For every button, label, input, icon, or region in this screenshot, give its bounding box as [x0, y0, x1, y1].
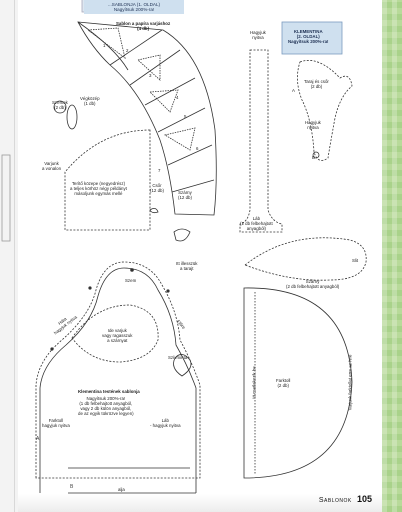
label-varjunk-farktollat: Varjunk farktollat erre az ívre — [347, 354, 353, 411]
label-szarny-small: Szárny (12 db) — [178, 190, 192, 200]
label-vegkozep: Végközép (1 db) — [80, 96, 100, 106]
footer-section: Sablonok — [318, 497, 352, 504]
label-terito: Terítő közepe (negyedrész) a teljes körhöz négy példányt másoljunk egymás mellé — [70, 181, 127, 196]
label-klementina: KLEMENTINA (2. OLDAL) Nagyítsuk 200%-ra! — [288, 29, 329, 44]
crest-shape — [297, 60, 352, 160]
page-footer — [319, 494, 372, 504]
label-szivminta: Szívminta — [168, 355, 188, 360]
label-test-body: Nagyítsuk 200%-ra! (1 db felbehajtott anyagból, vagy 2 db külön anyagból, de az egyik tükrözve legyen) — [78, 396, 134, 416]
label-b: B — [312, 155, 315, 160]
label-hagyjuk-2: Hagyjuk nyitva — [305, 120, 321, 130]
label-num-7: 7 — [158, 168, 161, 173]
label-varjuk-vonalon: Varjunk a vonalon — [42, 161, 62, 171]
label-elore: Előre — [175, 318, 187, 331]
label-num-3: 3 — [149, 73, 152, 78]
label-itt-csatlakozik: Itt csatlakozik be — [251, 366, 257, 399]
label-num-6: 6 — [196, 146, 199, 151]
label-szemek: Szemek (2 db) — [52, 100, 68, 110]
label-alja: alja — [118, 487, 125, 492]
svg-text:B: B — [70, 484, 74, 490]
label-ill-taraj: Itt illesszük a tarajt — [176, 261, 198, 271]
gutter-frame — [2, 155, 10, 241]
label-ide-varjuk: Ide varjuk vagy ragasszuk a szárnyat — [102, 328, 133, 343]
label-hata: Háta hagyjuk nyitva — [52, 314, 78, 336]
label-sablon: Sablon a papíra varjáshoz (4 db) — [116, 21, 171, 31]
leg-strip — [240, 50, 282, 232]
label-num-4: 4 — [176, 95, 179, 100]
vegkozep-pattern — [67, 105, 77, 129]
label-slit: Slit — [352, 258, 359, 263]
label-szarny-big: Szárny (2 db felbehajtott anyagból) — [286, 279, 340, 289]
big-wing — [245, 238, 366, 280]
tail-halfcircle — [244, 288, 352, 478]
label-taraj: Taraj és csőr (2 db) — [304, 79, 329, 89]
label-lab-bottom: Láb - hagyjuk nyitva — [150, 418, 181, 428]
label-farktoll-right: Farktoll (2 db) — [276, 378, 291, 388]
label-num-1: 1 — [103, 43, 106, 48]
page-number: 105 — [356, 494, 372, 504]
label-num-5: 5 — [184, 114, 187, 119]
top-header-label: ...SABLONJA (1. OLDAL) Nagyítsuk 200%-ra! — [84, 0, 184, 14]
label-hagyjuk-1: Hagyjuk nyitva — [250, 30, 266, 40]
label-szem: Szem — [125, 278, 137, 283]
terito-quarter — [65, 130, 150, 230]
label-lab-top: Láb (2 db felbehajtott anyagból) — [240, 216, 273, 231]
label-farktoll-left: Farktoll hagyjuk nyitva — [42, 418, 70, 428]
label-test-title: Klementina testének sablonja — [78, 389, 140, 394]
svg-text:A: A — [36, 436, 40, 442]
label-csor: Csőr (12 db) — [150, 183, 164, 193]
label-num-2: 2 — [126, 48, 129, 53]
label-a: A — [292, 88, 295, 93]
small-wing — [174, 229, 190, 241]
